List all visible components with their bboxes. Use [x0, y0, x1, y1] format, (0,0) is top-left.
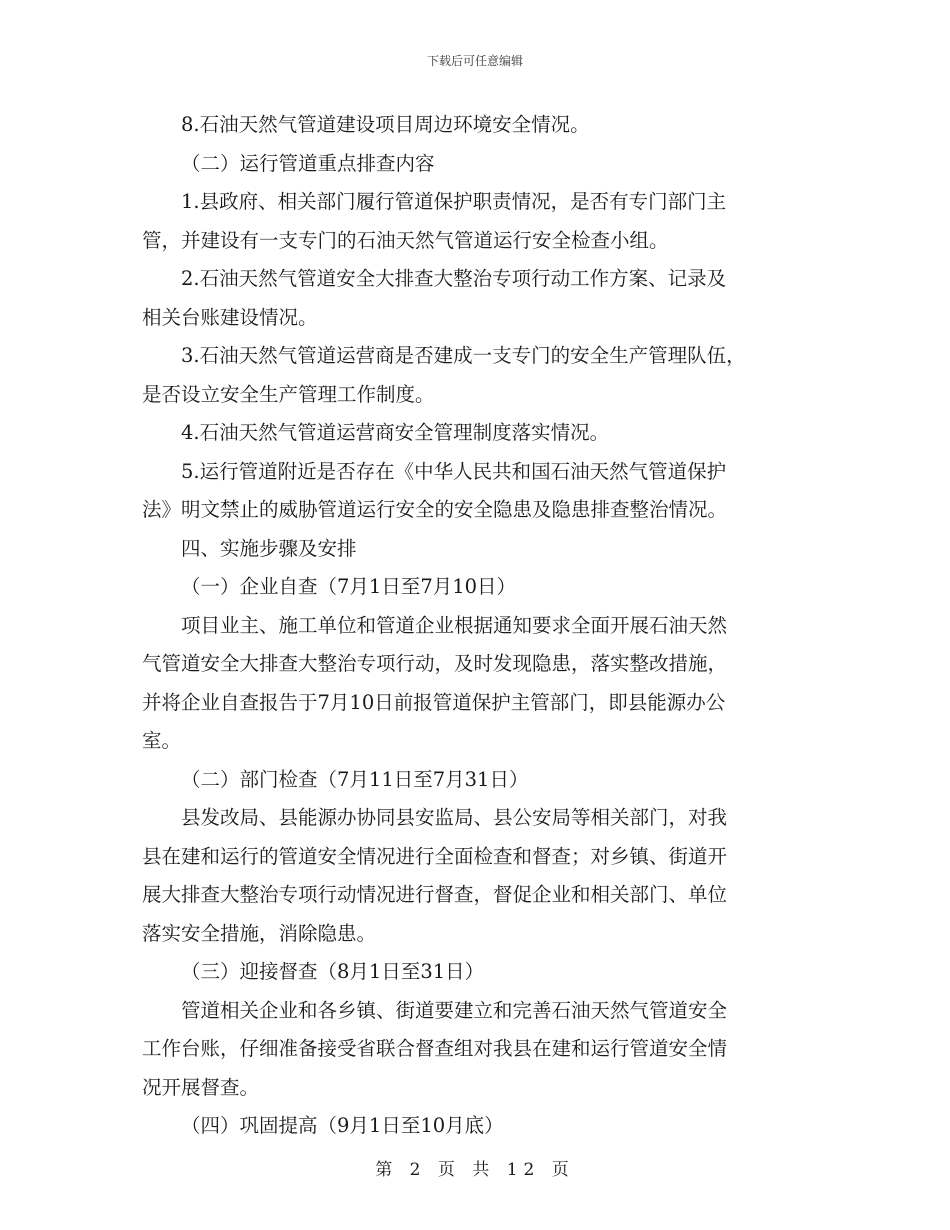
text-line: 2.石油天然气管道安全大排查大整治专项行动工作方案、记录及 — [181, 267, 727, 290]
text-line: 管，并建设有一支专门的石油天然气管道运行安全检查小组。 — [142, 228, 669, 252]
text-line: （四）巩固提高（9月1日至10月底） — [181, 1114, 504, 1137]
text-line: 8.石油天然气管道建设项目周边环境安全情况。 — [181, 113, 590, 136]
text-line: 相关台账建设情况。 — [142, 305, 318, 329]
text-line: 室。 — [142, 729, 182, 752]
text-line: 4.石油天然气管道运营商安全管理制度落实情况。 — [181, 421, 610, 444]
text-line: 法》明文禁止的威胁管道运行安全的安全隐患及隐患排查整治情况。 — [142, 498, 728, 521]
document-body — [142, 106, 802, 1146]
text-line: 展大排查大整治专项行动情况进行督查，督促企业和相关部门、单位 — [142, 883, 728, 906]
text-line: 1.县政府、相关部门履行管道保护职责情况，是否有专门部门主 — [181, 190, 727, 213]
text-line: 工作台账，仔细准备接受省联合督查组对我县在建和运行管道安全情 — [142, 1037, 728, 1060]
text-line: （二）运行管道重点排查内容 — [181, 151, 435, 175]
text-line: 落实安全措施，消除隐患。 — [142, 921, 377, 945]
text-line: 县发改局、县能源办协同县安监局、县公安局等相关部门，对我 — [181, 806, 728, 829]
text-line: （一）企业自查（7月1日至7月10日） — [181, 575, 517, 598]
text-line: （三）迎接督查（8月1日至31日） — [181, 960, 485, 983]
text-line: 并将企业自查报告于7月10日前报管道保护主管部门，即县能源办公 — [142, 690, 726, 714]
text-line: 项目业主、施工单位和管道企业根据通知要求全面开展石油天然 — [181, 613, 728, 637]
text-line: 四、实施步骤及安排 — [181, 536, 357, 560]
text-line: 气管道安全大排查大整治专项行动，及时发现隐患，落实整改措施， — [142, 652, 728, 675]
page-header: 下载后可任意编辑 — [426, 54, 523, 68]
text-line: 3.石油天然气管道运营商是否建成一支专门的安全生产管理队伍， — [181, 344, 746, 367]
text-line: （二）部门检查（7月11日至7月31日） — [181, 767, 529, 791]
text-line: 是否设立安全生产管理工作制度。 — [142, 382, 435, 406]
text-line: 县在建和运行的管道安全情况进行全面检查和督查；对乡镇、街道开 — [142, 844, 728, 868]
text-line: 管道相关企业和各乡镇、街道要建立和完善石油天然气管道安全 — [181, 998, 728, 1022]
page-footer: 第 2 页 共 12 页 — [375, 1160, 575, 1180]
text-line: 5.运行管道附近是否存在《中华人民共和国石油天然气管道保护 — [181, 459, 727, 483]
text-line: 况开展督查。 — [142, 1075, 260, 1099]
